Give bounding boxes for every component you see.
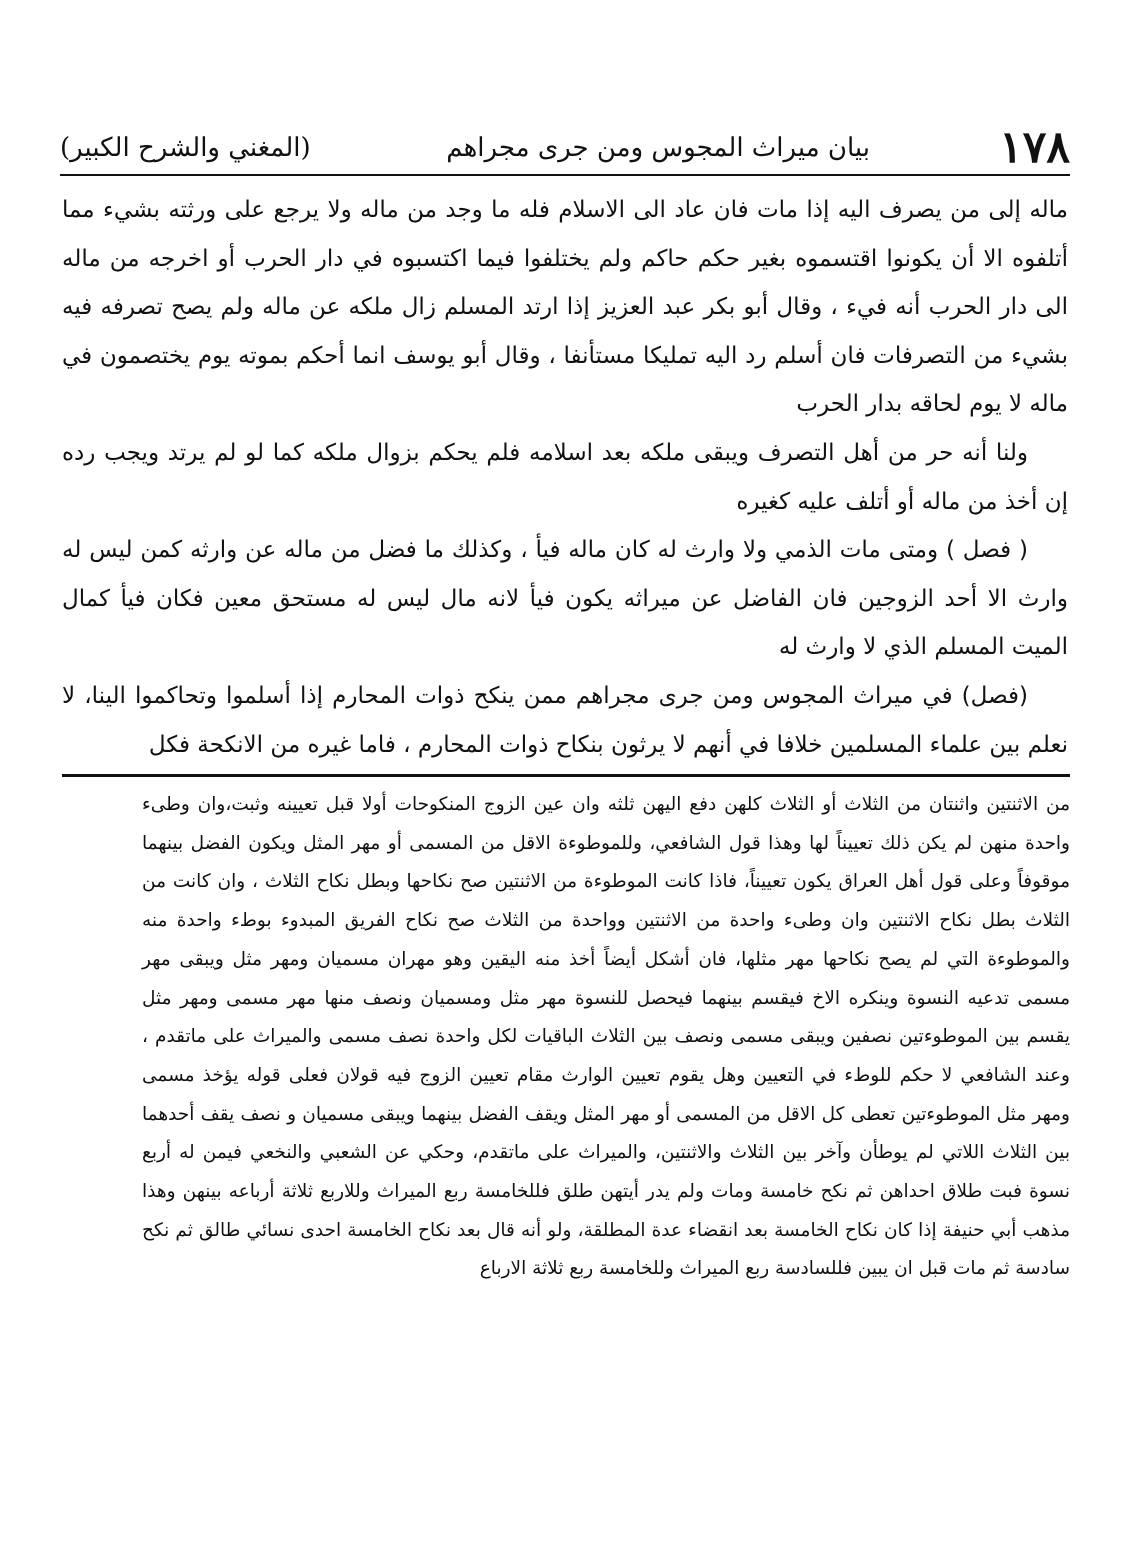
main-paragraph-1: ماله إلى من يصرف اليه إذا مات فان عاد الى الاسلام فله ما وجد من ماله ولا يرجع على ورثته بشيء مما أتلفوه الا أن يكونوا اقتسموه بغير حكم حاكم ولم يختلفوا فيما اكتسبوه في دار الحرب أو اخرجه من ماله الى دار الحرب أنه فيء ، وقال أبو بكر عبد العزيز إذا ارتد المسلم زال ملكه عن ماله ولم يصح تصرفه فيه بشيء من التصرفات فان أسلم رد اليه تمليكا مستأنفا ، وقال أبو يوسف انما أحكم بموته يوم يختصمون في ماله لا يوم لحاقه بدار الحرب	[62, 197, 1068, 418]
footnote-paragraph: من الاثنتين واثنتان من الثلاث أو الثلاث كلهن دفع اليهن ثلثه وان عين الزوج المنكوحات أولا قبل تعيينه وثبت،وان وطىء واحدة منهن لم يكن ذلك تعييناً لها وهذا قول الشافعي، وللموطوءة الاقل من المسمى أو مهر المثل ويكون الفضل بينهما موقوفاً وعلى قول أهل العراق يكون تعييناً، فاذا كانت الموطوءة من الاثنتين صح نكاحها وبطل نكاح الثلاث ، وان كانت من الثلاث بطل نكاح الاثنتين وان وطىء واحدة من الاثنتين وواحدة من الثلاث صح نكاح الفريق المبدوء بوطء واحدة منه والموطوءة التي لم يصح نكاحها مهر مثلها، فان أشكل أيضاً أخذ منه اليقين وهو مهران مسميان ومهر مثل ويبقى مهر مسمى تدعيه النسوة وينكره الاخ فيقسم بينهما فيحصل للنسوة مهر مثل ومسميان ونصف منها مهر مسمى ومهر مثل يقسم بين الموطوءتين نصفين ويبقى مسمى ونصف بين الثلاث الباقيات لكل واحدة نصف مسمى والميراث على ماتقدم ، وعند الشافعي لا حكم للوطء في التعيين وهل يقوم تعيين الوارث مقام تعيين الزوج فيه قولان فعلى قوله يؤخذ مسمى ومهر مثل الموطوءتين تعطى كل الاقل من المسمى أو مهر المثل ويقف الفضل بينهما ويبقى مسميان و نصف يقف أحدهما بين الثلاث اللاتي لم يوطأن وآخر بين الثلاث والاثنتين، والميراث على ماتقدم، وحكي عن الشعبي والنخعي فيمن له أربع نسوة فبت طلاق احداهن ثم نكح خامسة ومات ولم يدر أيتهن طلق فللخامسة ربع الميراث وللاربع ثلاثة أرباعه بينهن وهذا مذهب أبي حنيفة إذا كان نكاح الخامسة بعد انقضاء عدة المطلقة، ولو أنه قال بعد نكاح الخامسة احدى نسائي طالق ثم نكح سادسة ثم مات قبل ان يبين فللسادسة ربع الميراث وللخامسة ربع ثلاثة الارباع	[142, 794, 1070, 1280]
footnote-text	[142, 786, 1070, 1289]
footnote-separator	[62, 774, 1070, 777]
page-header	[60, 120, 1070, 176]
book-title: (المغني والشرح الكبير)	[60, 133, 311, 163]
page-number: ١٧٨	[999, 122, 1070, 173]
main-paragraph-3: ( فصل ) ومتى مات الذمي ولا وارث له كان ماله فيأ ، وكذلك ما فضل من ماله عن وارثه كمن ليس له وارث الا أحد الزوجين فان الفاضل عن ميراثه يكون فيأ لانه مال ليس له مستحق معين فكان فيأ كمال الميت المسلم الذي لا وارث له	[62, 537, 1068, 661]
main-paragraph-2: ولنا أنه حر من أهل التصرف ويبقى ملكه بعد اسلامه فلم يحكم بزوال ملكه كما لو لم يرتد ويجب رده إن أخذ من ماله أو أتلف عليه كغيره	[62, 439, 1068, 515]
main-text	[62, 186, 1068, 769]
header-rule	[60, 174, 1070, 176]
main-paragraph-4: (فصل) في ميراث المجوس ومن جرى مجراهم ممن ينكح ذوات المحارم إذا أسلموا وتحاكموا الينا، لا نعلم بين علماء المسلمين خلافا في أنهم لا يرثون بنكاح ذوات المحارم ، فاما غيره من الانكحة فكل	[62, 682, 1068, 758]
running-title: بيان ميراث المجوس ومن جرى مجراهم	[446, 133, 870, 163]
